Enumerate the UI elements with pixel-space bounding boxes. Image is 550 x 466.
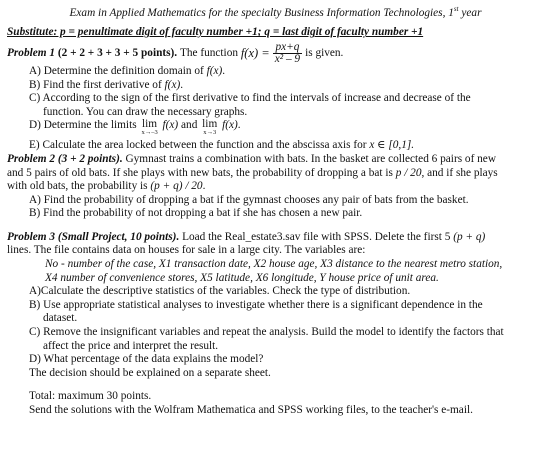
problem1-part-c: C) According to the sign of the first derivative to find the intervals of increase and decrease of the	[29, 92, 471, 105]
problem3-part-b-cont: dataset.	[43, 312, 78, 325]
problem2-part-a: A) Find the probability of dropping a bat if the gymnast chooses any pair of bats from the basket.	[29, 193, 469, 206]
total-points: Total: maximum 30 points.	[29, 390, 152, 403]
problem2-line1: Problem 2 (3 + 2 points). Gymnast trains a combination with bats. In the basket are collected 6 pairs of new	[7, 152, 496, 165]
function-denominator: x² – 9	[274, 52, 301, 65]
substitute-line: Substitute: p = penultimate digit of faculty number +1; q = last digit of faculty number +1	[7, 26, 424, 39]
problem1-part-b: B) Find the first derivative of f(x).	[29, 78, 184, 91]
function-lhs: f(x) =	[240, 45, 270, 60]
problem1-part-e: E) Calculate the area locked between the function and the abscissa axis for x ∈ [0,1].	[29, 139, 415, 152]
limit-left: lim x→–3	[141, 118, 158, 137]
limit-right: lim x→3	[202, 118, 218, 137]
problem3-part-c-cont: affect the price and interpret the result.	[43, 339, 219, 352]
function-tail: is given.	[305, 46, 344, 59]
problem1-title: Problem 1	[7, 46, 56, 59]
problem3-part-a: A)Calculate the descriptive statistics of the variables. Check the type of distribution.	[29, 285, 411, 298]
problem2-points: (3 + 2 points).	[57, 152, 123, 165]
problem2-line2: and 5 pairs of old bats. If she plays with new bats, the probability of dropping a bat is p / 20, and if she plays	[7, 166, 498, 179]
problem2-line3: with old bats, the probability is (p + q) / 20.	[7, 180, 206, 193]
problem3-part-d: D) What percentage of the data explains the model?	[29, 353, 264, 366]
problem3-title: Problem 3 (Small Project, 10 points).	[7, 230, 180, 243]
problem3-note: The decision should be explained on a separate sheet.	[29, 366, 271, 379]
problem1-part-c-cont: function. You can draw the necessary graphs.	[43, 105, 248, 118]
problem1-intro: The function	[179, 46, 238, 59]
function-fraction	[273, 42, 302, 65]
problem1-heading	[7, 42, 544, 65]
submission-instructions: Send the solutions with the Wolfram Mathematica and SPSS working files, to the teacher's e-mail.	[29, 404, 473, 417]
problem1-part-a: A) Determine the definition domain of f(x).	[29, 64, 226, 77]
problem3-part-b: B) Use appropriate statistical analyses to investigate whether there is a significant dependence in the	[29, 298, 483, 311]
problem2-part-b: B) Find the probability of not dropping a bat if she has chosen a new pair.	[29, 207, 363, 220]
problem2-title: Problem 2	[7, 152, 56, 165]
exam-title: Exam in Applied Mathematics for the specialty Business Information Technologies, 1st year	[69, 5, 482, 19]
problem1-part-d: D) Determine the limits lim x→–3 f(x) and lim x→3 f(x).	[29, 118, 241, 137]
function-numerator: px+q	[273, 42, 302, 54]
problem3-part-c: C) Remove the insignificant variables and repeat the analysis. Build the model to identify the factors that	[29, 326, 504, 339]
problem3-line1: Problem 3 (Small Project, 10 points). Load the Real_estate3.sav file with SPSS. Delete the first 5 (p + q)	[7, 230, 486, 243]
problem3-line2: lines. The file contains data on houses for sale in a large city. The variables are:	[7, 244, 366, 257]
problem3-variables-2: X4 number of convenience stores, X5 latitude, X6 longitude, Y house price of unit area.	[45, 271, 439, 284]
problem1-points: (2 + 2 + 3 + 3 + 5 points).	[57, 46, 178, 59]
problem3-variables-1: No - number of the case, X1 transaction date, X2 house age, X3 distance to the nearest metro station,	[45, 258, 503, 271]
